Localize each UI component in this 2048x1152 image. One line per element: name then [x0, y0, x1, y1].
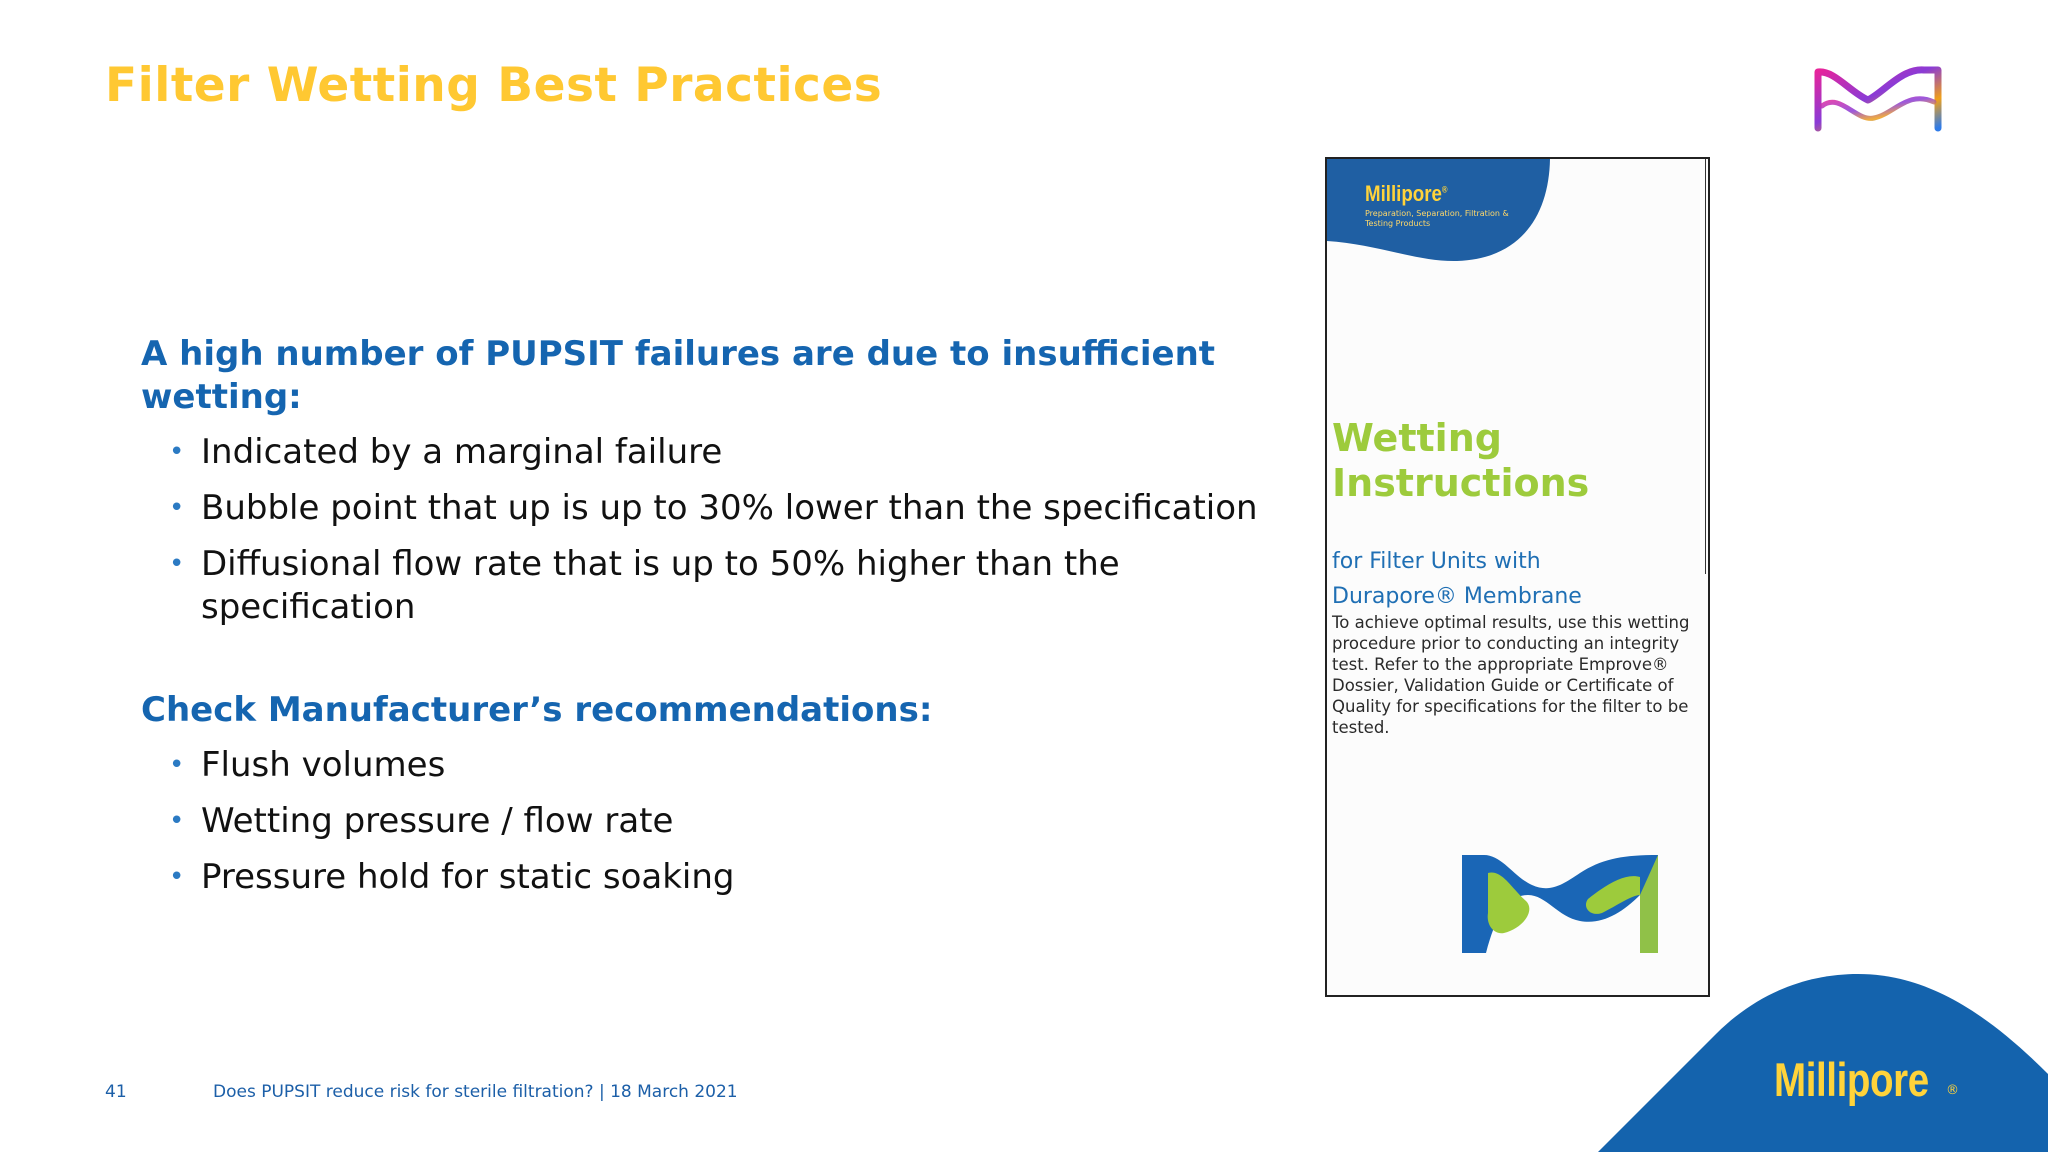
brochure-brand: Millipore®	[1365, 181, 1448, 206]
brochure-brand-subtitle: Preparation, Separation, Filtration & Testing Products	[1365, 209, 1509, 228]
bullet-item	[141, 800, 1261, 843]
bullet-dot: •	[169, 750, 185, 780]
slide-content	[141, 333, 1261, 912]
bullet-dot: •	[169, 437, 185, 467]
section-heading-manufacturer-recommendations: Check Manufacturer’s recommendations:	[141, 690, 933, 730]
brochure-subtitle: for Filter Units with Durapore® Membrane	[1332, 549, 1582, 609]
bullet-text: Pressure hold for static soaking	[201, 857, 735, 897]
bullet-item	[141, 543, 1261, 629]
section-heading-insufficient-wetting: A high number of PUPSIT failures are due to insufficient wetting:	[141, 334, 1216, 417]
bullet-list-failure-indicators	[141, 431, 1261, 629]
footer-brand-logo: Millipore	[1774, 1053, 1929, 1106]
bullet-dot: •	[169, 862, 185, 892]
footer-brand-registered: ®	[1946, 1083, 1959, 1098]
merck-logo-icon	[1812, 62, 1944, 134]
brochure-body-text: To achieve optimal results, use this wetting procedure prior to conducting an integrity test. Refer to the appropriate Emprove® Dossier, Validation Guide or Certificate of Quality for specifications for the filter to be tested.	[1332, 613, 1690, 737]
bullet-item	[141, 744, 1261, 787]
bullet-dot: •	[169, 549, 185, 579]
bullet-item	[141, 487, 1261, 530]
brochure-edge-line	[1705, 159, 1706, 574]
wetting-instructions-brochure	[1325, 157, 1710, 997]
bullet-text: Wetting pressure / flow rate	[201, 801, 674, 841]
bullet-item	[141, 431, 1261, 474]
brochure-merck-logo-icon	[1462, 855, 1658, 953]
page-number: 41	[105, 1082, 127, 1102]
slide-title: Filter Wetting Best Practices	[105, 58, 883, 113]
bullet-text: Diffusional flow rate that is up to 50% higher than the specification	[201, 544, 1120, 627]
brochure-title: Wetting Instructions	[1332, 416, 1590, 505]
bullet-text: Bubble point that up is up to 30% lower than the specification	[201, 488, 1258, 528]
bullet-text: Indicated by a marginal failure	[201, 432, 723, 472]
bullet-item	[141, 856, 1261, 899]
bullet-dot: •	[169, 806, 185, 836]
bullet-text: Flush volumes	[201, 745, 446, 785]
footer-text: Does PUPSIT reduce risk for sterile filtration? | 18 March 2021	[213, 1082, 738, 1102]
bullet-list-recommendations	[141, 744, 1261, 899]
bullet-dot: •	[169, 493, 185, 523]
